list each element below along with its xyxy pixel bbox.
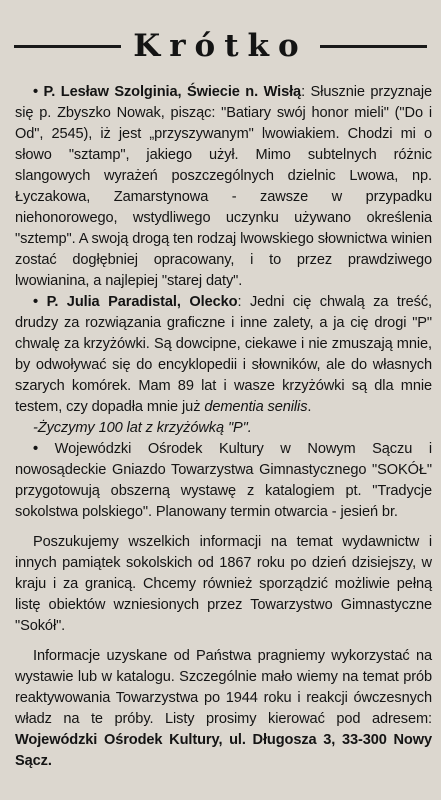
letter-author: P. Julia Paradistal, Olecko xyxy=(46,294,238,310)
letter-text: : Słusznie przyznaje się p. Zbyszko Nowak, pisząc: "Batiary swój honor mieli" ("Do i Od", 2545), iż jest „przyszywanym" lwowiakiem. Chodzi mi o słowo "sztamp", jakiego użył. Mimo subtelnych różnic slangowych wyrażeń poszczególnych dzielnic Lwowa, np. Łyczakowa, Zamarstynowa - zawsze w przypadku niehonorowego, wstydliwego uczynku używano określenia "sztemp". A swoją drogą ten rodzaj lwowskiego słownictwa winien zostać dogłębniej opracowany, i to przez prawdziwego lwowianina, a najlepiej "starej daty". xyxy=(15,84,432,289)
letter-text: : Jedni cię chwalą za treść, drudzy za rozwiązania graficzne i inne zalety, a ja cię drogi "P" chwalę za krzyżówki. Są dowcipne, ciekawe i nie zmuszają mnie, by odwoływać się do encyklopedii i słowników, ale do własnych szarych komórek. Mam 89 lat i wasze krzyżówki są dla mnie testem, czy dopadła mnie już xyxy=(15,294,432,415)
bullet-icon: • xyxy=(33,294,39,310)
section-title: Krótko xyxy=(133,27,308,64)
header-rule-left xyxy=(14,45,121,48)
header-rule-right xyxy=(320,45,427,48)
announcement-intro xyxy=(15,439,432,523)
bullet-icon: • xyxy=(33,441,39,457)
article-body xyxy=(15,82,432,772)
announcement-request: Poszukujemy wszelkich informacji na temat wydawnictw i innych pamiątek sokolskich od 1867 roku po dzień dzisiejszy, w kraju i za granicą. Chcemy również sporządzić możliwie pełną listę obiektów wzniesionych przez Towarzystwo Gimnastyczne "Sokół". xyxy=(15,534,432,634)
letter-text-end: . xyxy=(307,399,312,415)
announcement-text: Wojewódzki Ośrodek Kultury w Nowym Sączu i nowosądeckie Gniazdo Towarzystwa Gimnastycznego "SOKÓŁ" przygotowują obszerną wystawę z katalogiem pt. "Tradycje sokolstwa polskiego". Planowany termin otwarcia - jesień br. xyxy=(15,441,432,520)
bullet-icon: • xyxy=(33,84,39,100)
editorial-reply: -Życzymy 100 lat z krzyżówką "P". xyxy=(33,420,252,436)
letter-paradistal xyxy=(15,292,432,418)
announcement-contact xyxy=(15,646,432,772)
letter-italic-phrase: dementia senilis xyxy=(204,399,308,415)
announcement-contact-text: Informacje uzyskane od Państwa pragniemy wykorzystać na wystawie lub w katalogu. Szczególnie mało wiemy na temat prób reaktywowania Towarzystwa po 1944 roku i reakcji ówczesnych władz na te próby. Listy prosimy kierować pod adresem: xyxy=(15,648,432,727)
letter-author: P. Lesław Szolginia, Świecie n. Wisłą xyxy=(43,84,302,100)
postal-address: Wojewódzki Ośrodek Kultury, ul. Długosza 3, 33-300 Nowy Sącz. xyxy=(15,732,432,769)
section-header xyxy=(14,26,427,66)
letter-szolginia xyxy=(15,82,432,292)
